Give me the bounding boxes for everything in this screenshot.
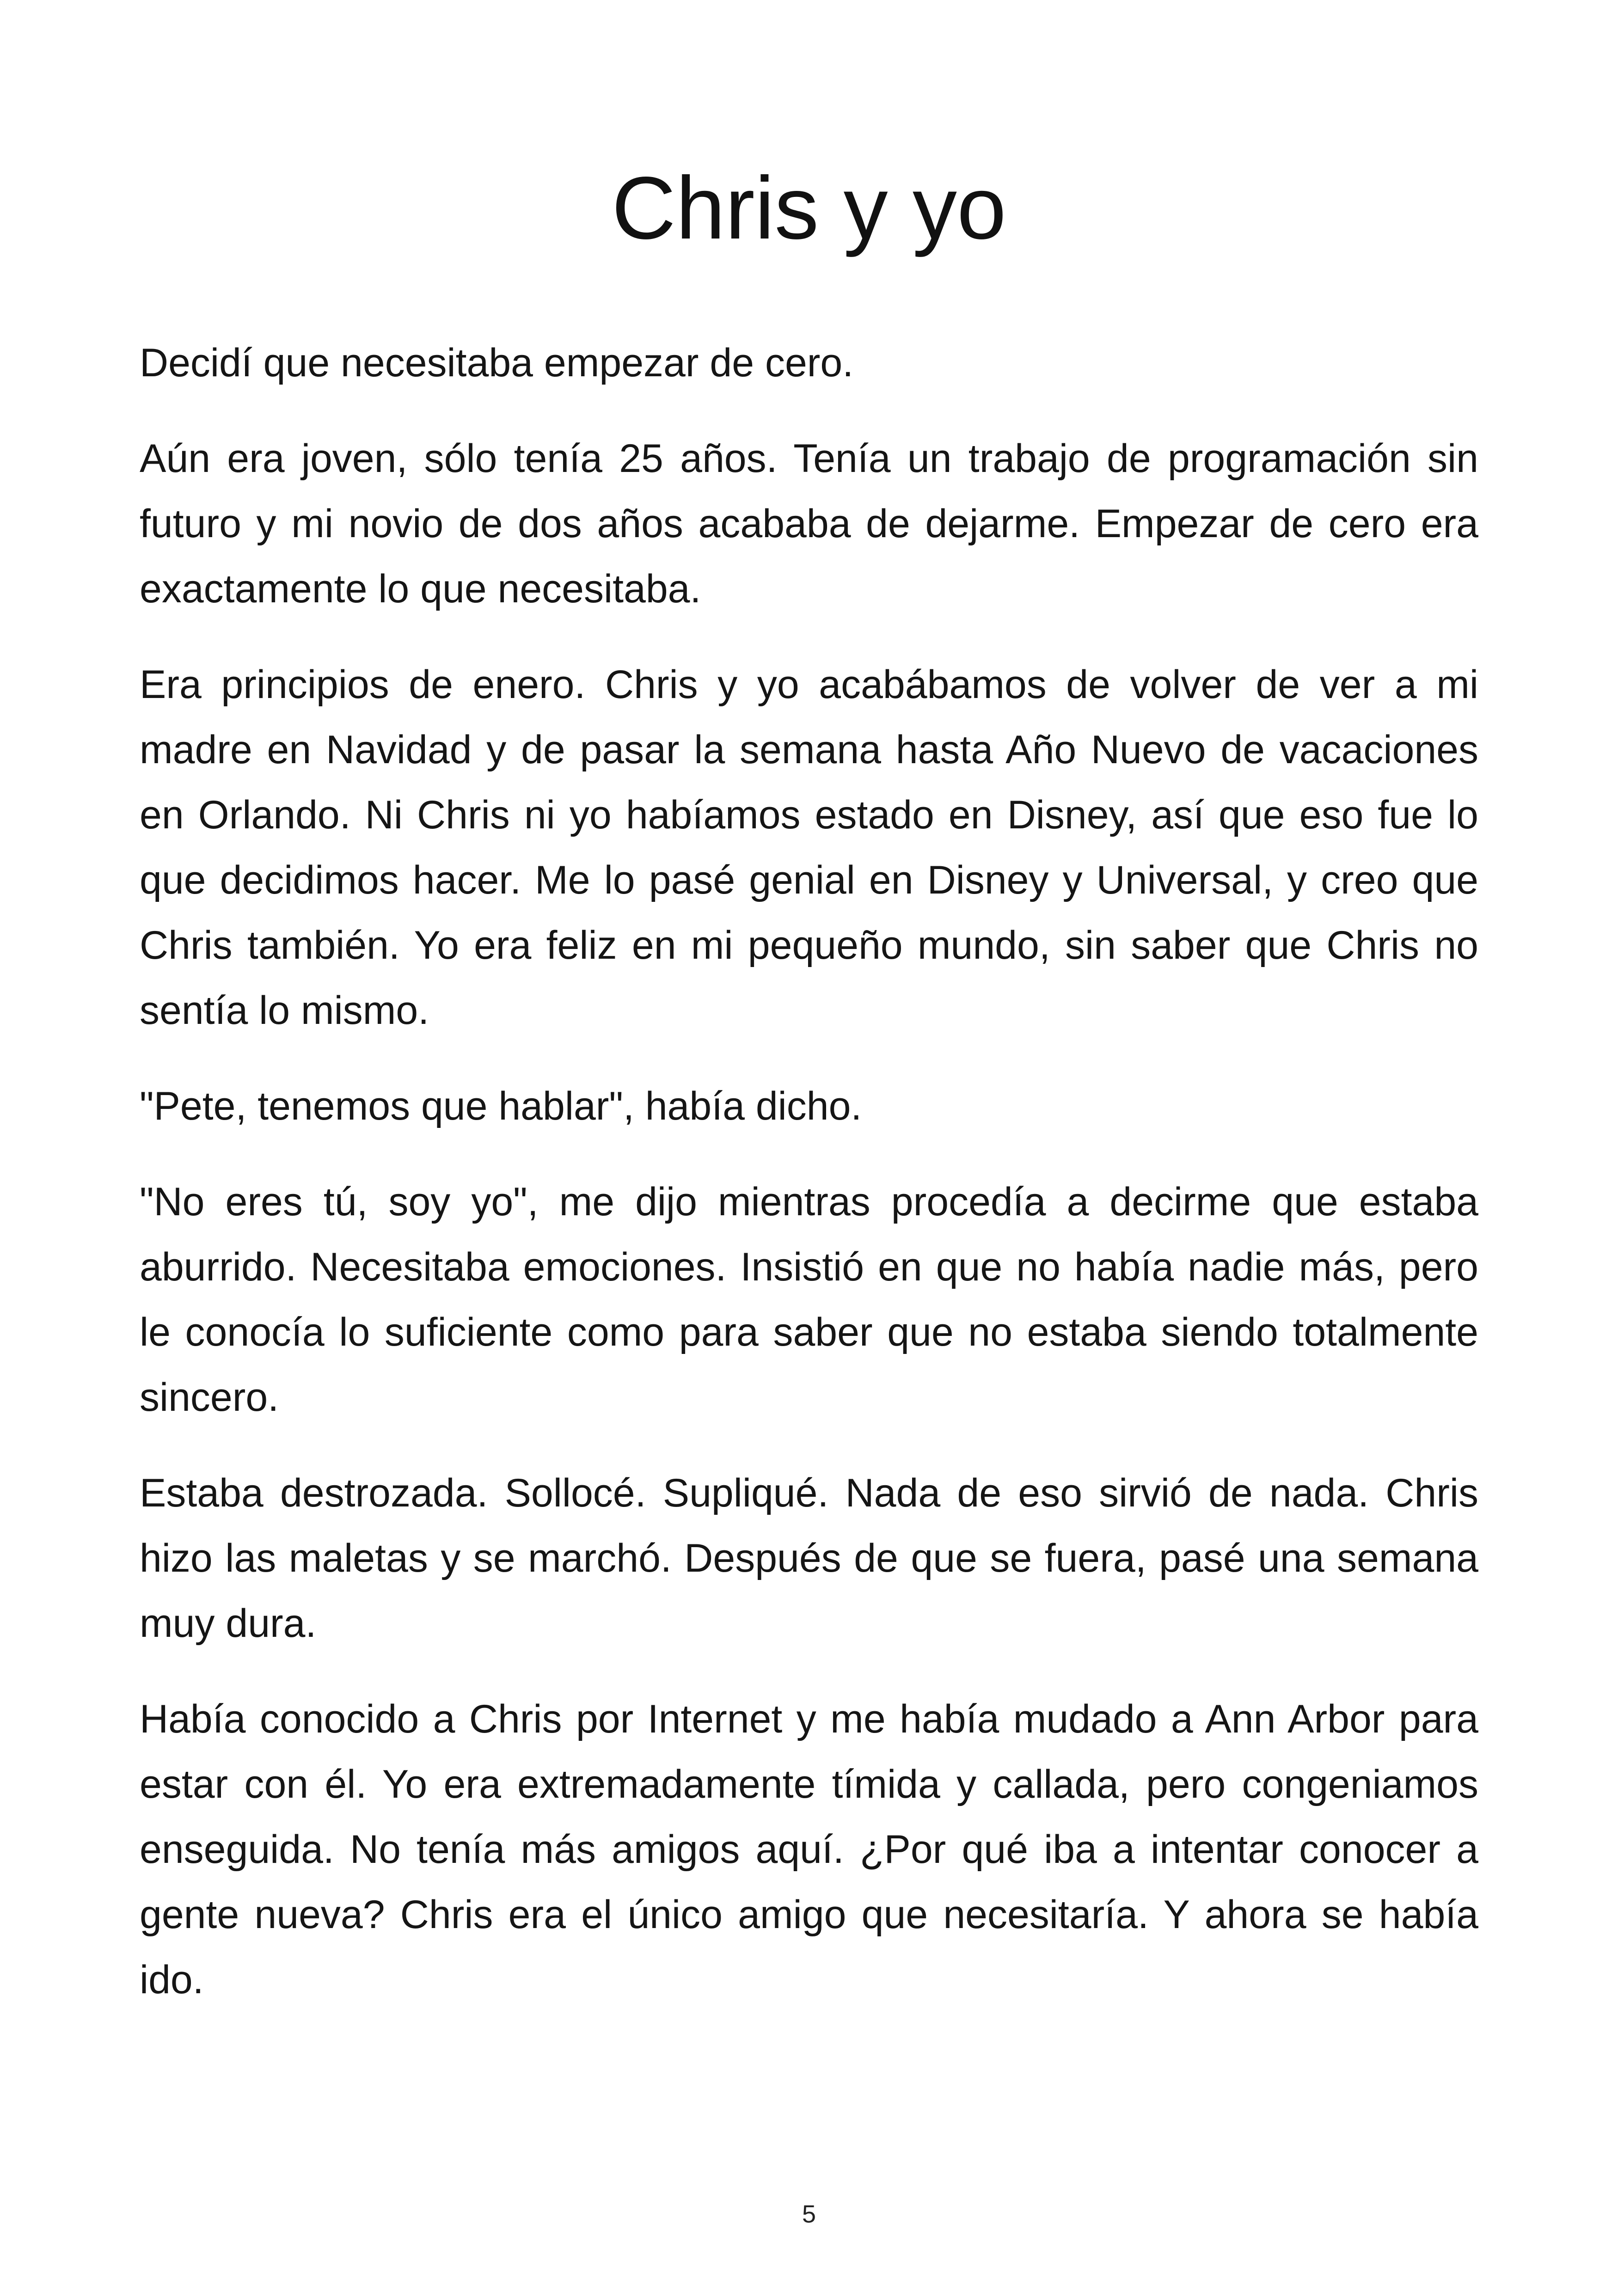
paragraph-6: Estaba destrozada. Sollocé. Supliqué. Nada de eso sirvió de nada. Chris hizo las maletas y se marchó. Después de que se fuera, pasé una semana muy dura. bbox=[140, 1471, 1478, 1646]
paragraph-1: Decidí que necesitaba empezar de cero. bbox=[140, 341, 854, 385]
body-text bbox=[140, 331, 1478, 2043]
paragraph-5: "No eres tú, soy yo", me dijo mientras procedía a decirme que estaba aburrido. Necesitaba emociones. Insistió en que no había nadie más, pero le conocía lo suficiente como para saber que no estaba siendo totalmente sincero. bbox=[140, 1180, 1478, 1420]
paragraph-4: "Pete, tenemos que hablar", había dicho. bbox=[140, 1084, 862, 1128]
page-number: 5 bbox=[802, 2200, 816, 2228]
page-title: Chris y yo bbox=[612, 158, 1006, 257]
paragraph-3: Era principios de enero. Chris y yo acabábamos de volver de ver a mi madre en Navidad y de pasar la semana hasta Año Nuevo de vacaciones en Orlando. Ni Chris ni yo habíamos estado en Disney, así que eso fue lo que decidimos hacer. Me lo pasé genial en Disney y Universal, y creo que Chris también. Yo era feliz en mi pequeño mundo, sin saber que Chris no sentía lo mismo. bbox=[140, 662, 1478, 1033]
paragraph-7: Había conocido a Chris por Internet y me había mudado a Ann Arbor para estar con él. Yo era extremadamente tímida y callada, pero congeniamos enseguida. No tenía más amigos aquí. ¿Por qué iba a intentar conocer a gente nueva? Chris era el único amigo que necesitaría. Y ahora se había ido. bbox=[140, 1697, 1478, 2002]
paragraph-2: Aún era joven, sólo tenía 25 años. Tenía un trabajo de programación sin futuro y mi novio de dos años acababa de dejarme. Empezar de cero era exactamente lo que necesitaba. bbox=[140, 436, 1478, 611]
